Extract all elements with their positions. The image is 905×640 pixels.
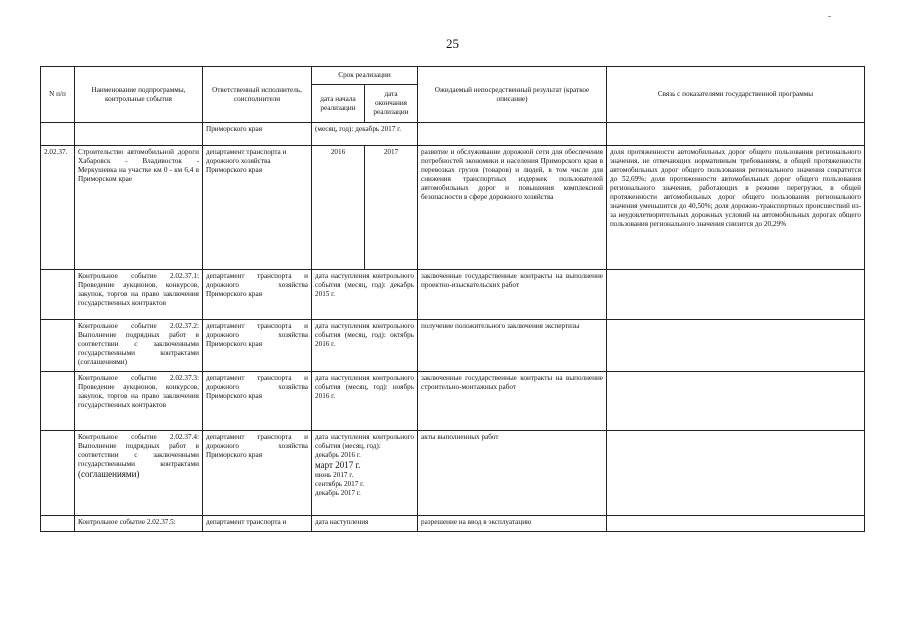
header-link: Связь с показателями государственной программы bbox=[607, 67, 865, 123]
table-row-event-3 bbox=[41, 372, 865, 431]
cell-end: 2017 bbox=[365, 146, 418, 270]
table-row-continuation bbox=[41, 123, 865, 146]
cell-executor: департамент транспорта и дорожного хозяйства Приморского края bbox=[203, 431, 312, 516]
term-date: декабрь 2016 г. bbox=[315, 451, 361, 459]
cell-executor: департамент транспорта и дорожного хозяйства Приморского края bbox=[203, 320, 312, 372]
cell-term: дата наступления контрольного события (месяц, год): октябрь 2016 г. bbox=[312, 320, 418, 372]
cell-start: 2016 bbox=[312, 146, 365, 270]
table-row-event-4 bbox=[41, 431, 865, 516]
page-number: 25 bbox=[446, 36, 459, 51]
cell-link: доля протяженности автомобильных дорог общего пользования регионального значения, не отвечающих нормативным требованиям, в общей протяженности автомобильных дорог общего пользования регионального значения сократится до 52,69%; доля протяженности автомобильных дорог общего пользования регионального значения, работающих в режиме перегрузки, в общей протяженности автомобильных дорог общего пользования регионального значения уменьшится до 40,50%; доля дорожно-транспортных происшествий из-за неудовлетворительных дорожных условий на автомобильных дорогах общего пользования регионального значения снизится до 20,29% bbox=[607, 146, 865, 270]
cell-result: акты выполненных работ bbox=[418, 431, 607, 516]
event-name-tail: (соглашениями) bbox=[78, 469, 140, 479]
cell-executor: департамент транспорта и дорожного хозяйства Приморского края bbox=[203, 146, 312, 270]
term-date: сентябрь 2017 г. bbox=[315, 480, 365, 489]
program-events-table bbox=[40, 66, 865, 532]
cell-result: развитие и обслуживание дорожной сети для обеспечения потребностей экономики и населения Приморского края в перевозках грузов (товаров) и людей, в том числе для снижения транспортных издержек пользователей автомобильных дорог и повышения комплексной безопасности в сфере дорожного хозяйства bbox=[418, 146, 607, 270]
table-row-main bbox=[41, 146, 865, 270]
cell-result: заключенные государственные контракты на выполнение строительно-монтажных работ bbox=[418, 372, 607, 431]
header-term-start: дата начала реализации bbox=[312, 85, 365, 123]
cell-result: получение положительного заключения экспертизы bbox=[418, 320, 607, 372]
cell-term bbox=[312, 431, 418, 516]
header-executor: Ответственный исполнитель, соисполнители bbox=[203, 67, 312, 123]
cell-name: Контрольное событие 2.02.37.5: bbox=[75, 516, 203, 532]
header-num: N п/п bbox=[41, 67, 75, 123]
event-name-text: Контрольное событие 2.02.37.4: Выполнение подрядных работ в соответствии с заключенными государственными контрактами bbox=[78, 433, 199, 468]
header-result: Ожидаемый непосредственный результат (краткое описание) bbox=[418, 67, 607, 123]
cell-executor: Приморского края bbox=[203, 123, 312, 146]
header-row bbox=[41, 67, 865, 85]
cell-name: Контрольное событие 2.02.37.3: Проведение аукционов, конкурсов, закупок, торгов на право заключения государственных контрактов bbox=[75, 372, 203, 431]
cell-executor: департамент транспорта и дорожного хозяйства Приморского края bbox=[203, 372, 312, 431]
scan-speck bbox=[828, 16, 831, 17]
cell-term: дата наступления контрольного события (месяц, год): декабрь 2015 г. bbox=[312, 270, 418, 320]
cell-result: заключенные государственные контракты на выполнение проектно-изыскательских работ bbox=[418, 270, 607, 320]
term-date: декабрь 2017 г. bbox=[315, 489, 361, 498]
table-row-event-5 bbox=[41, 516, 865, 532]
term-date: июнь 2017 г. bbox=[315, 471, 354, 480]
term-date: март 2017 г. bbox=[315, 460, 361, 470]
term-intro: дата наступления контрольного события (месяц, год): bbox=[315, 433, 414, 450]
cell-executor: департамент транспорта и дорожного хозяйства Приморского края bbox=[203, 270, 312, 320]
header-term-end: дата окончания реализации bbox=[365, 85, 418, 123]
cell-term: дата наступления bbox=[312, 516, 418, 532]
cell-name: Контрольное событие 2.02.37.2: Выполнение подрядных работ в соответствии с заключенными государственными контрактами (соглашениями) bbox=[75, 320, 203, 372]
cell-name: Строительство автомобильной дороги Хабаровск - Владивосток - Меркушевка на участке км 0 - км 6,4 в Приморском крае bbox=[75, 146, 203, 270]
cell-term: (месяц, год): декабрь 2017 г. bbox=[312, 123, 418, 146]
cell-num: 2.02.37. bbox=[41, 146, 75, 270]
cell-term: дата наступления контрольного события (месяц, год): ноябрь 2016 г. bbox=[312, 372, 418, 431]
header-name: Наименование подпрограммы, контрольные события bbox=[75, 67, 203, 123]
cell-executor: департамент транспорта и bbox=[203, 516, 312, 532]
cell-name bbox=[75, 431, 203, 516]
table-row-event-2 bbox=[41, 320, 865, 372]
header-term-group: Срок реализации bbox=[312, 67, 418, 85]
table-row-event-1 bbox=[41, 270, 865, 320]
cell-result: разрешение на ввод в эксплуатацию bbox=[418, 516, 607, 532]
cell-name: Контрольное событие 2.02.37.1: Проведение аукционов, конкурсов, закупок, торгов на право заключения государственных контрактов bbox=[75, 270, 203, 320]
